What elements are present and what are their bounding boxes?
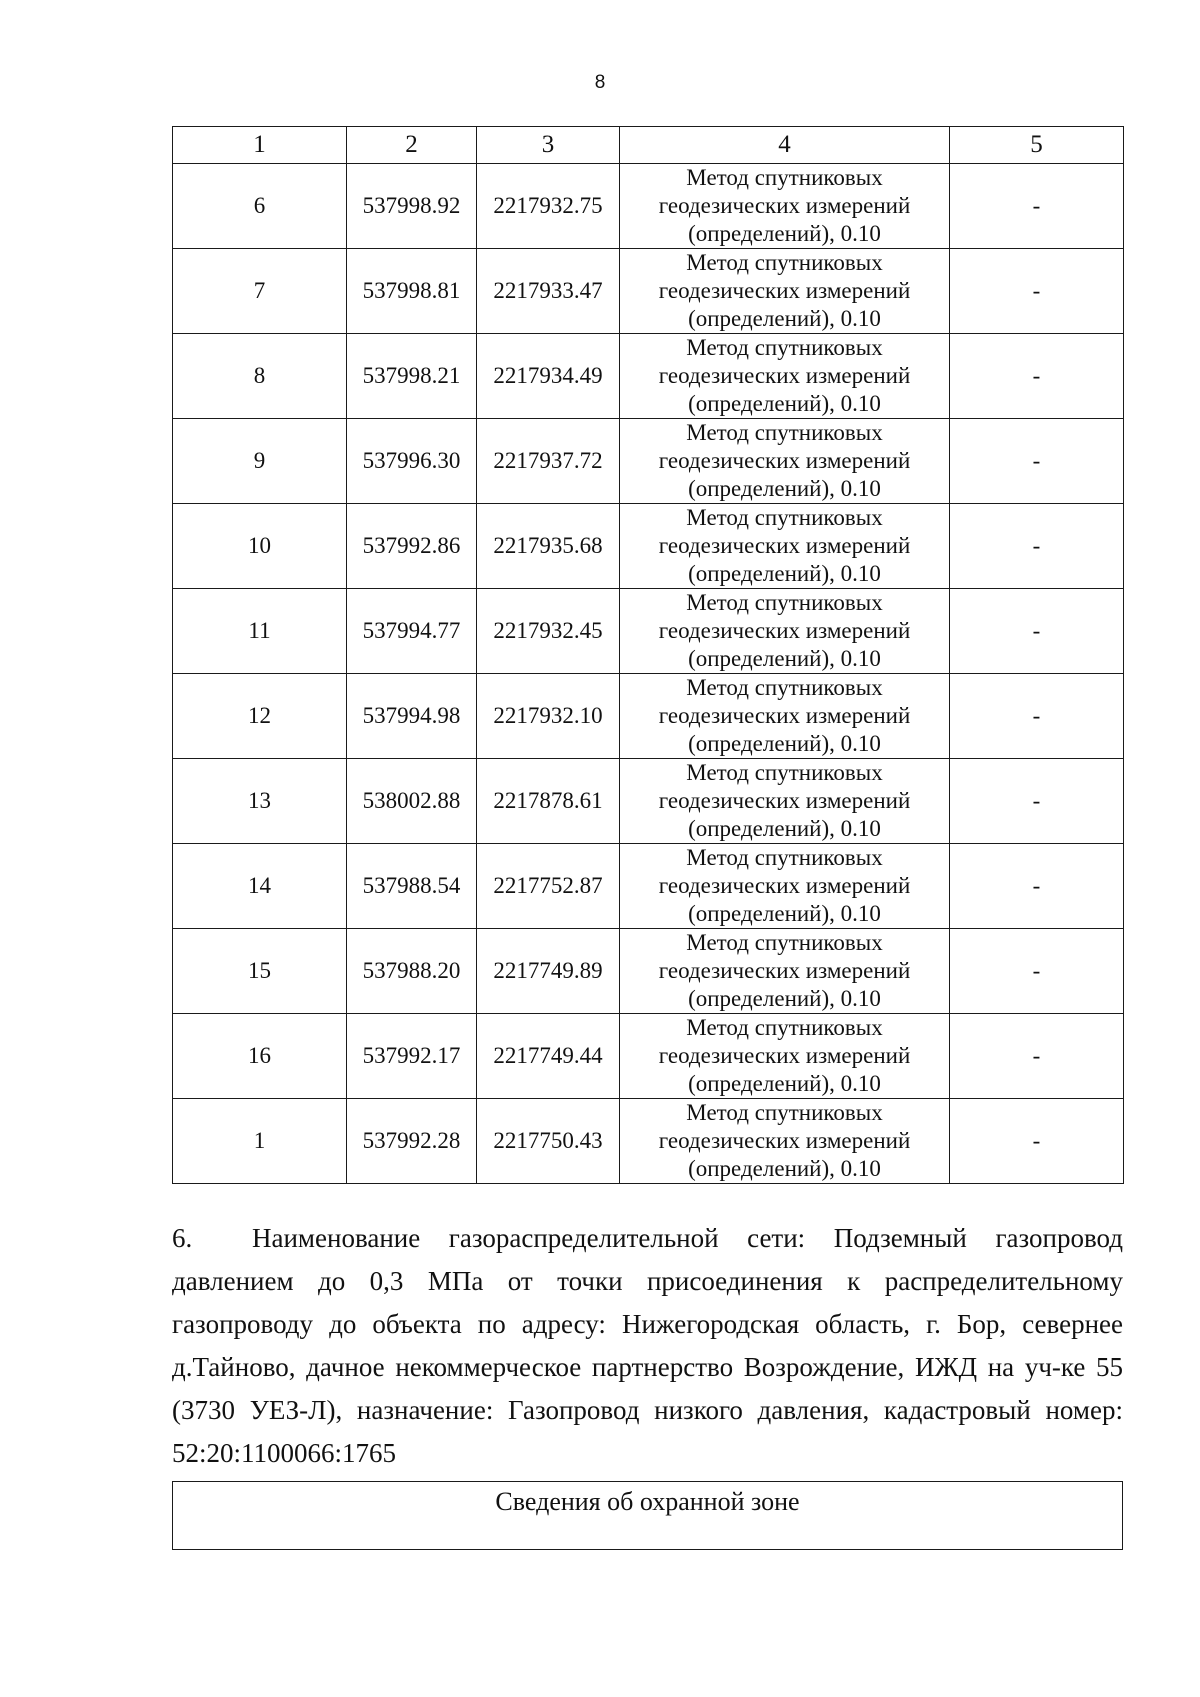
method-line: Метод спутниковых	[686, 250, 883, 275]
table-row	[173, 589, 1124, 674]
description-cell: -	[950, 759, 1124, 844]
method-cell	[620, 249, 950, 334]
point-number-cell: 14	[173, 844, 347, 929]
method-line: (определений), 0.10	[688, 391, 881, 416]
x-coordinate-cell: 537996.30	[347, 419, 477, 504]
y-coordinate-cell: 2217933.47	[477, 249, 620, 334]
table-row	[173, 674, 1124, 759]
description-cell: -	[950, 1099, 1124, 1184]
method-line: Метод спутниковых	[686, 675, 883, 700]
method-line: (определений), 0.10	[688, 646, 881, 671]
x-coordinate-cell: 537992.17	[347, 1014, 477, 1099]
method-line: геодезических измерений	[658, 1043, 911, 1068]
method-line: Метод спутниковых	[686, 760, 883, 785]
method-line: геодезических измерений	[658, 533, 911, 558]
method-line: (определений), 0.10	[688, 986, 881, 1011]
protection-zone-box	[172, 1481, 1123, 1550]
table-row	[173, 1099, 1124, 1184]
method-line: геодезических измерений	[658, 873, 911, 898]
y-coordinate-cell: 2217934.49	[477, 334, 620, 419]
table-row	[173, 164, 1124, 249]
y-coordinate-cell: 2217878.61	[477, 759, 620, 844]
method-line: (определений), 0.10	[688, 901, 881, 926]
description-cell: -	[950, 844, 1124, 929]
point-number-cell: 10	[173, 504, 347, 589]
table-row	[173, 334, 1124, 419]
method-line: геодезических измерений	[658, 363, 911, 388]
y-coordinate-cell: 2217932.45	[477, 589, 620, 674]
table-row	[173, 759, 1124, 844]
method-line: (определений), 0.10	[688, 221, 881, 246]
method-line: (определений), 0.10	[688, 1156, 881, 1181]
y-coordinate-cell: 2217932.75	[477, 164, 620, 249]
x-coordinate-cell: 537998.92	[347, 164, 477, 249]
point-number-cell: 15	[173, 929, 347, 1014]
column-header: 2	[347, 127, 477, 164]
y-coordinate-cell: 2217752.87	[477, 844, 620, 929]
column-header: 3	[477, 127, 620, 164]
column-header: 4	[620, 127, 950, 164]
method-cell	[620, 419, 950, 504]
x-coordinate-cell: 537988.54	[347, 844, 477, 929]
point-number-cell: 1	[173, 1099, 347, 1184]
description-cell: -	[950, 504, 1124, 589]
method-line: (определений), 0.10	[688, 306, 881, 331]
method-cell	[620, 589, 950, 674]
method-line: Метод спутниковых	[686, 1015, 883, 1040]
y-coordinate-cell: 2217932.10	[477, 674, 620, 759]
point-number-cell: 9	[173, 419, 347, 504]
x-coordinate-cell: 537994.98	[347, 674, 477, 759]
method-cell	[620, 164, 950, 249]
description-cell: -	[950, 929, 1124, 1014]
y-coordinate-cell: 2217749.89	[477, 929, 620, 1014]
page-number: 8	[594, 72, 606, 93]
method-cell	[620, 504, 950, 589]
table-row	[173, 1014, 1124, 1099]
method-line: геодезических измерений	[658, 703, 911, 728]
protection-zone-title: Сведения об охранной зоне	[495, 1487, 800, 1516]
table-body	[173, 164, 1124, 1184]
point-number-cell: 8	[173, 334, 347, 419]
method-line: (определений), 0.10	[688, 476, 881, 501]
method-line: Метод спутниковых	[686, 165, 883, 190]
column-header: 1	[173, 127, 347, 164]
table-row	[173, 929, 1124, 1014]
point-number-cell: 16	[173, 1014, 347, 1099]
method-line: Метод спутниковых	[686, 335, 883, 360]
section-number: 6.	[172, 1223, 193, 1253]
method-line: геодезических измерений	[658, 448, 911, 473]
point-number-cell: 13	[173, 759, 347, 844]
method-line: (определений), 0.10	[688, 1071, 881, 1096]
y-coordinate-cell: 2217749.44	[477, 1014, 620, 1099]
point-number-cell: 12	[173, 674, 347, 759]
method-cell	[620, 674, 950, 759]
section-text: Наименование газораспределительной сети: Подземный газопровод давлением до 0,3 МПа от точки присоединения к распределительному газопроводу до объекта по адресу: Нижегородская область, г. Бор, севернее д.Тайново, дачное некоммерческое партнерство Возрождение, ИЖД на уч-ке 55 (3730 УЕЗ-Л), назначение: Газопровод низкого давления, кадастровый номер: 52:20:1100066:1765	[172, 1223, 1123, 1468]
method-line: геодезических измерений	[658, 1128, 911, 1153]
x-coordinate-cell: 538002.88	[347, 759, 477, 844]
y-coordinate-cell: 2217937.72	[477, 419, 620, 504]
coordinates-table	[172, 126, 1124, 1184]
description-cell: -	[950, 589, 1124, 674]
description-cell: -	[950, 249, 1124, 334]
method-line: Метод спутниковых	[686, 845, 883, 870]
method-cell	[620, 1099, 950, 1184]
x-coordinate-cell: 537998.81	[347, 249, 477, 334]
x-coordinate-cell: 537998.21	[347, 334, 477, 419]
method-line: Метод спутниковых	[686, 505, 883, 530]
description-cell: -	[950, 674, 1124, 759]
method-line: (определений), 0.10	[688, 561, 881, 586]
method-line: Метод спутниковых	[686, 930, 883, 955]
point-number-cell: 6	[173, 164, 347, 249]
table-row	[173, 249, 1124, 334]
method-line: (определений), 0.10	[688, 816, 881, 841]
method-line: геодезических измерений	[658, 788, 911, 813]
y-coordinate-cell: 2217750.43	[477, 1099, 620, 1184]
table-header-row	[173, 127, 1124, 164]
table-row	[173, 504, 1124, 589]
description-cell: -	[950, 419, 1124, 504]
method-line: Метод спутниковых	[686, 1100, 883, 1125]
method-line: геодезических измерений	[658, 618, 911, 643]
table-row	[173, 419, 1124, 504]
y-coordinate-cell: 2217935.68	[477, 504, 620, 589]
method-cell	[620, 1014, 950, 1099]
x-coordinate-cell: 537992.28	[347, 1099, 477, 1184]
method-line: геодезических измерений	[658, 278, 911, 303]
method-cell	[620, 844, 950, 929]
column-header: 5	[950, 127, 1124, 164]
table-row	[173, 844, 1124, 929]
method-cell	[620, 334, 950, 419]
method-line: Метод спутниковых	[686, 590, 883, 615]
description-cell: -	[950, 334, 1124, 419]
description-cell: -	[950, 164, 1124, 249]
method-line: (определений), 0.10	[688, 731, 881, 756]
x-coordinate-cell: 537988.20	[347, 929, 477, 1014]
method-line: геодезических измерений	[658, 958, 911, 983]
method-line: геодезических измерений	[658, 193, 911, 218]
description-cell: -	[950, 1014, 1124, 1099]
x-coordinate-cell: 537994.77	[347, 589, 477, 674]
method-line: Метод спутниковых	[686, 420, 883, 445]
x-coordinate-cell: 537992.86	[347, 504, 477, 589]
point-number-cell: 7	[173, 249, 347, 334]
method-cell	[620, 929, 950, 1014]
point-number-cell: 11	[173, 589, 347, 674]
method-cell	[620, 759, 950, 844]
section-6-paragraph	[172, 1217, 1123, 1475]
